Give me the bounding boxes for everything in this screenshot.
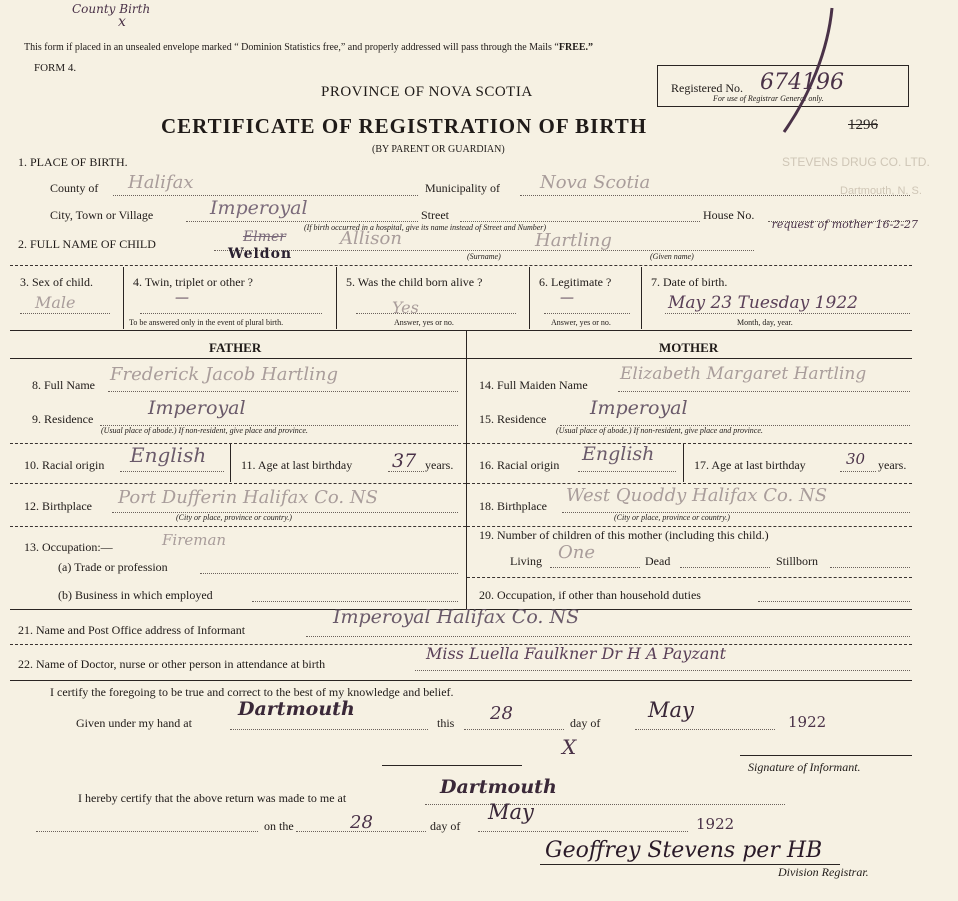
registered-number: 674196 [760, 70, 844, 95]
twin-note: To be answered only in the event of plural birth. [129, 318, 284, 327]
father-occupation-label: 13. Occupation:— [24, 540, 113, 554]
father-name-label: 8. Full Name [32, 378, 95, 392]
father-race-label: 10. Racial origin [24, 458, 105, 472]
house-label: House No. [703, 208, 755, 222]
mother-race-label: 16. Racial origin [479, 458, 560, 472]
registrar-slash-mark [770, 0, 840, 140]
legitimate-note: Answer, yes or no. [551, 318, 611, 327]
mother-heading: MOTHER [659, 340, 719, 355]
informant-x-mark: X [562, 735, 577, 759]
on-the-label: on the [264, 819, 294, 833]
mother-residence-label: 15. Residence [479, 412, 547, 426]
certificate-subtitle: (BY PARENT OR GUARDIAN) [372, 144, 505, 155]
father-birthplace-value: Port Dufferin Halifax Co. NS [118, 487, 378, 508]
alive-label: 5. Was the child born alive ? [346, 275, 483, 289]
registered-label: Registered No. [671, 81, 743, 95]
mother-children-label: 19. Number of children of this mother (including this child.) [479, 528, 769, 542]
mother-age-value: 30 [846, 450, 866, 468]
father-race-value: English [130, 443, 207, 467]
father-business-label: (b) Business in which employed [58, 588, 213, 602]
registration-day-value: 28 [350, 812, 373, 833]
given-under-label: Given under my hand at [76, 716, 192, 730]
stillborn-label: Stillborn [776, 554, 819, 568]
father-birthplace-label: 12. Birthplace [24, 499, 92, 513]
mother-age-label: 17. Age at last birthday [694, 458, 806, 472]
certify-statement: I certify the foregoing to be true and correct to the best of my knowledge and belief. [50, 685, 454, 699]
mother-name-label: 14. Full Maiden Name [479, 378, 588, 392]
postal-note: This form if placed in an unsealed envelope marked “ Dominion Statistics free,” and properly addressed will pass through the Mails “FREE.” [24, 42, 594, 53]
legitimate-value: — [560, 290, 574, 306]
mother-birthplace-value: West Quoddy Halifax Co. NS [566, 485, 828, 506]
city-value: Imperoyal [210, 197, 308, 219]
registrar-signature: Geoffrey Stevens per HB [545, 838, 823, 863]
day-of-label: day of [570, 716, 601, 730]
father-residence-value: Imperoyal [148, 397, 246, 419]
registrar-use-note: For use of Registrar General only. [713, 94, 824, 103]
twin-label: 4. Twin, triplet or other ? [133, 275, 253, 289]
municipality-label: Municipality of [425, 181, 500, 195]
registration-place-value: Dartmouth [440, 776, 557, 798]
mother-name-value: Elizabeth Margaret Hartling [620, 364, 867, 384]
child-surname: Hartling [535, 230, 612, 251]
living-value: One [558, 542, 596, 563]
city-label: City, Town or Village [50, 208, 154, 222]
father-name-value: Frederick Jacob Hartling [110, 364, 338, 385]
year-value: 1922 [788, 713, 827, 731]
mother-residence-note: (Usual place of abode.) If non-resident, give place and province. [556, 426, 763, 435]
month-value: May [648, 698, 694, 722]
registration-year-value: 1922 [696, 815, 735, 833]
county-value: Halifax [128, 172, 194, 193]
informant-label: 21. Name and Post Office address of Informant [18, 623, 246, 637]
father-age-label: 11. Age at last birthday [241, 458, 353, 472]
municipality-value: Nova Scotia [540, 172, 651, 193]
father-age-suffix: years. [425, 458, 454, 472]
dob-value: May 23 Tuesday 1922 [668, 293, 858, 313]
registration-month-value: May [488, 800, 534, 824]
stamp-ghost-line1: STEVENS DRUG CO. LTD. [782, 155, 930, 169]
street-note: (If birth occurred in a hospital, give its name instead of Street and Number) [304, 223, 547, 232]
given-name-note: (Given name) [650, 252, 694, 261]
hereby-certify-label: I hereby certify that the above return was made to me at [78, 791, 347, 805]
alive-note: Answer, yes or no. [394, 318, 454, 327]
dob-label: 7. Date of birth. [651, 275, 728, 289]
father-trade-label: (a) Trade or profession [58, 560, 168, 574]
child-name-label: 2. FULL NAME OF CHILD [18, 237, 156, 251]
county-label: County of [50, 181, 99, 195]
form-number: FORM 4. [34, 62, 77, 74]
attendant-value: Miss Luella Faulkner Dr H A Payzant [426, 644, 727, 663]
dead-label: Dead [645, 554, 671, 568]
child-middle-name: Allison [340, 228, 402, 249]
mother-residence-value: Imperoyal [590, 397, 688, 419]
twin-value: — [175, 290, 189, 306]
father-birthplace-note: (City or place, province or country.) [176, 513, 292, 522]
father-residence-note: (Usual place of abode.) If non-resident, give place and province. [101, 426, 308, 435]
mother-occupation-label: 20. Occupation, if other than household duties [479, 588, 701, 602]
mother-race-value: English [582, 443, 655, 465]
child-given-name: Weldon [228, 246, 293, 262]
day-value: 28 [490, 703, 513, 724]
mother-birthplace-note: (City or place, province or country.) [614, 513, 730, 522]
struck-number: 1296 [848, 117, 878, 133]
legitimate-label: 6. Legitimate ? [539, 275, 612, 289]
county-birth-note: County Birth [72, 2, 151, 16]
informant-value: Imperoyal Halifax Co. NS [333, 606, 580, 628]
stamp-ghost-line2: Dartmouth, N. S. [840, 185, 922, 197]
informant-signature-label: Signature of Informant. [748, 760, 861, 774]
top-x-mark: x [118, 14, 126, 30]
mother-age-suffix: years. [878, 458, 907, 472]
sex-label: 3. Sex of child. [20, 275, 93, 289]
living-label: Living [510, 554, 542, 568]
surname-note: (Surname) [467, 252, 501, 261]
attendant-label: 22. Name of Doctor, nurse or other person in attendance at birth [18, 657, 326, 671]
registration-day-of-label: day of [430, 819, 461, 833]
father-occupation-value: Fireman [162, 531, 227, 549]
mother-birthplace-label: 18. Birthplace [479, 499, 547, 513]
dob-note: Month, day, year. [737, 318, 793, 327]
father-residence-label: 9. Residence [32, 412, 94, 426]
place-of-birth-heading: 1. PLACE OF BIRTH. [18, 155, 128, 169]
street-label: Street [421, 208, 449, 222]
province-heading: PROVINCE OF NOVA SCOTIA [321, 84, 533, 100]
struck-given-name: Elmer [243, 229, 286, 245]
sex-value: Male [35, 293, 76, 312]
father-heading: FATHER [209, 340, 262, 355]
given-place-value: Dartmouth [238, 698, 355, 720]
father-age-value: 37 [392, 450, 417, 472]
this-label: this [437, 716, 455, 730]
house-request-note: request of mother 16-2-27 [771, 218, 918, 231]
certificate-title: CERTIFICATE OF REGISTRATION OF BIRTH [161, 114, 648, 138]
division-registrar-label: Division Registrar. [778, 865, 869, 879]
alive-value: Yes [392, 298, 419, 317]
